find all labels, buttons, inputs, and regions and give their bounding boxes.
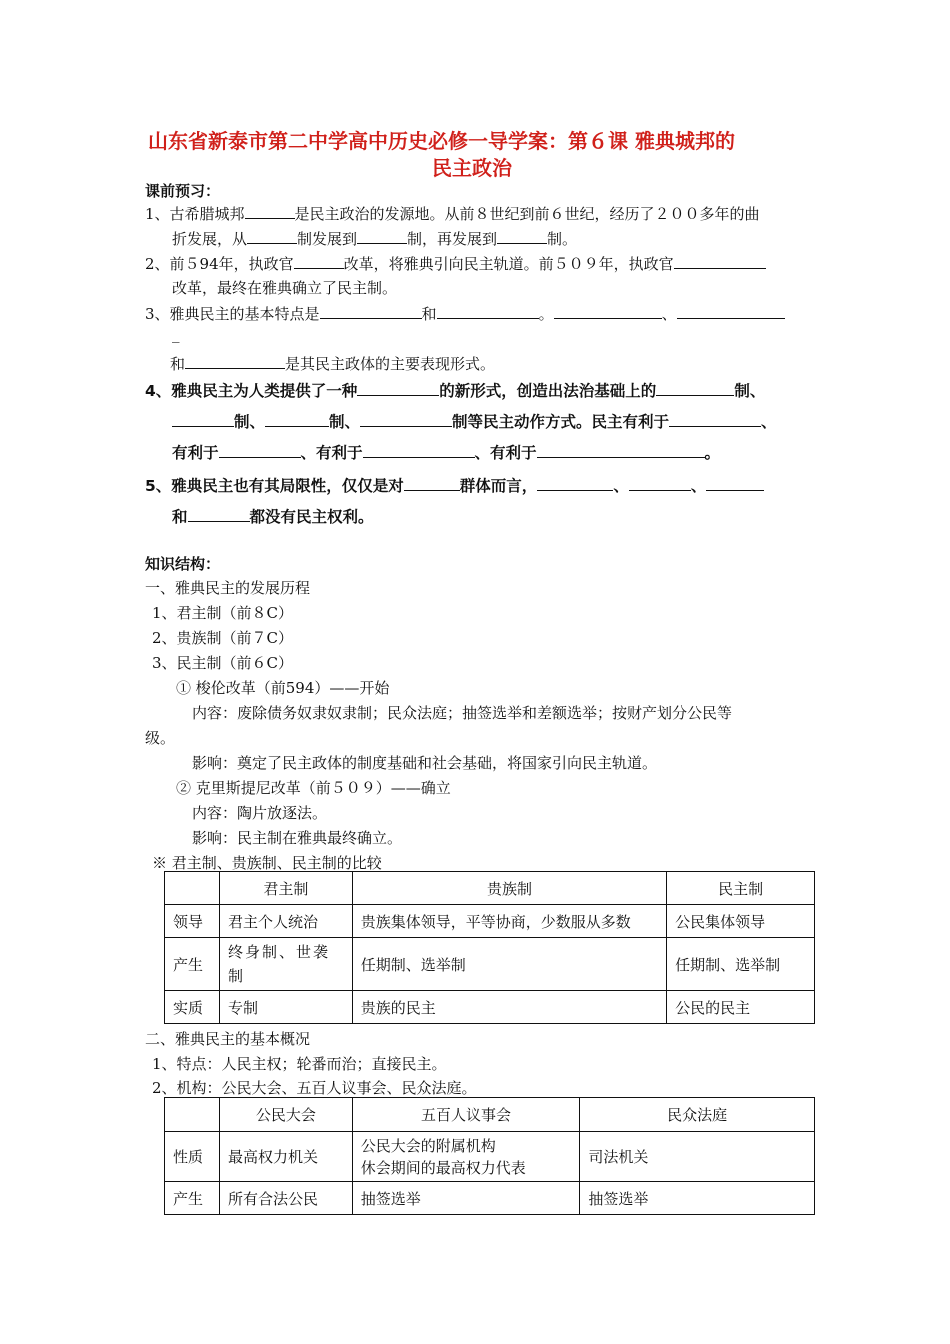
table-cell: 产生: [165, 1182, 220, 1215]
table-header-cell: 五百人议事会: [352, 1098, 580, 1132]
question-5-line1: 5、雅典民主也有其局限性，仅仅是对 群体而言， 、 、: [145, 474, 764, 496]
page-title-line2: 民主政治: [432, 156, 512, 180]
table-header-cell: 民众法庭: [580, 1098, 815, 1132]
question-1-line1: 1、古希腊城邦 是民主政治的发源地。从前８世纪到前６世纪，经历了２００多年的曲: [145, 205, 760, 223]
reform-cleisthenes-effect: 影响：民主制在雅典最终确立。: [192, 829, 403, 847]
reform-solon: ① 梭伦改革（前594）——开始: [176, 679, 390, 697]
table-cell: 司法机关: [580, 1132, 815, 1182]
table-cell: 实质: [165, 991, 220, 1024]
table-header-cell: 民主制: [667, 872, 815, 905]
table-header-cell: 贵族制: [352, 872, 666, 905]
table-header-cell: [165, 1098, 220, 1132]
item-democracy: 3、民主制（前６C）: [152, 654, 294, 672]
question-2-line2: 改革，最终在雅典确立了民主制。: [172, 279, 398, 297]
question-4-line2: 制、 制、 制等民主动作方式。民主有利于 、: [172, 410, 777, 432]
reform-cleisthenes: ② 克里斯提尼改革（前５０９）——确立: [176, 779, 451, 797]
table-row: [165, 991, 815, 1024]
section-1-heading: 一、雅典民主的发展历程: [145, 579, 311, 597]
question-2-line1: 2、前５94年，执政官 改革，将雅典引向民主轨道。前５０９年，执政官: [145, 253, 766, 274]
question-5-line2: 和 都没有民主权利。: [172, 508, 374, 526]
institutions-table: [164, 1097, 815, 1215]
reform-cleisthenes-content: 内容：陶片放逐法。: [192, 804, 328, 822]
reform-solon-effect: 影响：奠定了民主政体的制度基础和社会基础，将国家引向民主轨道。: [192, 754, 658, 772]
question-3-line1: 3、雅典民主的基本特点是 和 。 、: [145, 303, 785, 324]
table-cell: 任期制、选举制: [352, 938, 666, 991]
table-cell: 贵族的民主: [352, 991, 666, 1024]
table-header-row: [165, 1098, 815, 1132]
table-cell: 领导: [165, 905, 220, 938]
page-title-line1: 山东省新泰市第二中学高中历史必修一导学案：第６课 雅典城邦的: [148, 129, 735, 153]
table-cell: 性质: [165, 1132, 220, 1182]
table-cell: 公民集体领导: [667, 905, 815, 938]
question-3-line2: 和 是其民主政体的主要表现形式。: [170, 355, 496, 373]
table-cell: 贵族集体领导，平等协商，少数服从多数: [352, 905, 666, 938]
institutions-line: 2、机构：公民大会、五百人议事会、民众法庭。: [152, 1079, 477, 1097]
table-cell: 公民的民主: [667, 991, 815, 1024]
table-cell: 产生: [165, 938, 220, 991]
question-4-line1: 4、雅典民主为人类提供了一种 的新形式，创造出法治基础上的 制、: [145, 382, 766, 400]
item-monarchy: 1、君主制（前８C）: [152, 604, 294, 622]
features-line: 1、特点：人民主权；轮番而治；直接民主。: [152, 1055, 447, 1073]
table-cell: 最高权力机关: [219, 1132, 352, 1182]
table-cell: 抽签选举: [352, 1182, 580, 1215]
section-2-heading: 二、雅典民主的基本概况: [145, 1030, 311, 1048]
table-cell: 所有合法公民: [219, 1182, 352, 1215]
table-cell: 终身制、世袭制: [219, 938, 352, 991]
knowledge-heading: 知识结构：: [145, 555, 221, 573]
table-row: [165, 1182, 815, 1215]
table-cell: 抽签选举: [580, 1182, 815, 1215]
comparison-title: ※ 君主制、贵族制、民主制的比较: [152, 854, 382, 872]
comparison-table: [164, 871, 815, 1024]
table-cell: 君主个人统治: [219, 905, 352, 938]
table-cell: 任期制、选举制: [667, 938, 815, 991]
item-aristocracy: 2、贵族制（前７C）: [152, 629, 294, 647]
preview-heading: 课前预习：: [145, 182, 221, 200]
question-4-line3: 有利于 、有利于 、有利于 。: [172, 444, 721, 462]
table-row: [165, 938, 815, 991]
table-cell: 专制: [219, 991, 352, 1024]
reform-solon-content-cont: 级。: [145, 729, 176, 747]
question-3-stray: _: [172, 325, 180, 343]
reform-solon-content: 内容：废除债务奴隶奴隶制；民众法庭；抽签选举和差额选举；按财产划分公民等: [192, 704, 733, 722]
table-header-cell: [165, 872, 220, 905]
table-row: [165, 1132, 815, 1182]
table-header-cell: 君主制: [219, 872, 352, 905]
question-1-line2: 折发展，从 制发展到 制，再发展到 制。: [172, 230, 578, 248]
table-row: [165, 905, 815, 938]
table-cell: 公民大会的附属机构 休会期间的最高权力代表: [352, 1132, 580, 1182]
table-header-cell: 公民大会: [219, 1098, 352, 1132]
table-header-row: [165, 872, 815, 905]
